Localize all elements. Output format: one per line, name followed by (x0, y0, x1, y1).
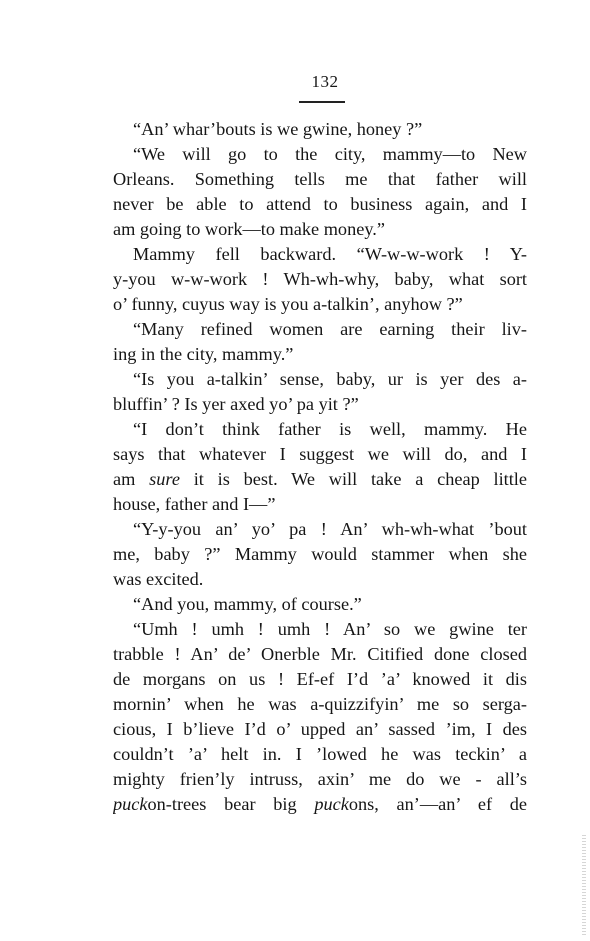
page-number-rule (299, 101, 345, 103)
text-line: mornin’ when he was a-quizzifyin’ me so serga- (113, 694, 527, 714)
italic-text: puck (314, 794, 349, 814)
text-line: never be able to attend to business again, and I (113, 194, 527, 214)
text-line: ing in the city, mammy.” (113, 344, 294, 364)
text-line: “And you, mammy, of course.” (133, 594, 362, 614)
text-line: couldn’t ’a’ helt in. I ’lowed he was teckin’ a (113, 744, 527, 764)
text-line: puckon-trees bear big puckons, an’—an’ ef de (113, 794, 527, 814)
text-line: “Y-y-you an’ yo’ pa ! An’ wh-wh-what ’bout (133, 519, 527, 539)
page-number: 132 (311, 72, 339, 91)
italic-text: puck (113, 794, 148, 814)
text-line: “Many refined women are earning their liv- (133, 319, 527, 339)
text-line: “Umh ! umh ! umh ! An’ so we gwine ter (133, 619, 527, 639)
text-line: am going to work—to make money.” (113, 219, 385, 239)
text-line: cious, I b’lieve I’d o’ upped an’ sassed ’im, I des (113, 719, 527, 739)
page-edge-mark (582, 835, 586, 935)
text-line: house, father and I—” (113, 494, 276, 514)
text-line: Mammy fell backward. “W-w-w-work ! Y- (133, 244, 527, 264)
text-line: y-you w-w-work ! Wh-wh-why, baby, what sort (113, 269, 527, 289)
text-line: “An’ whar’bouts is we gwine, honey ?” (133, 119, 423, 139)
text-line: o’ funny, cuyus way is you a-talkin’, anyhow ?” (113, 294, 463, 314)
text-line: Orleans. Something tells me that father will (113, 169, 527, 189)
text-line: me, baby ?” Mammy would stammer when she (113, 544, 527, 564)
text-line: “I don’t think father is well, mammy. He (133, 419, 527, 439)
text-line: “Is you a-talkin’ sense, baby, ur is yer des a- (133, 369, 527, 389)
italic-text: sure (149, 469, 180, 489)
text-line: de morgans on us ! Ef-ef I’d ’a’ knowed it dis (113, 669, 527, 689)
body-text (113, 117, 527, 817)
text-line: “We will go to the city, mammy—to New (133, 144, 527, 164)
text-line: was excited. (113, 569, 204, 589)
text-line: trabble ! An’ de’ Onerble Mr. Citified done closed (113, 644, 527, 664)
text-line: am sure it is best. We will take a cheap little (113, 469, 527, 489)
text-line: says that whatever I suggest we will do, and I (113, 444, 527, 464)
text-line: bluffin’ ? Is yer axed yo’ pa yit ?” (113, 394, 359, 414)
text-line: mighty frien’ly intruss, axin’ me do we - all’s (113, 769, 527, 789)
